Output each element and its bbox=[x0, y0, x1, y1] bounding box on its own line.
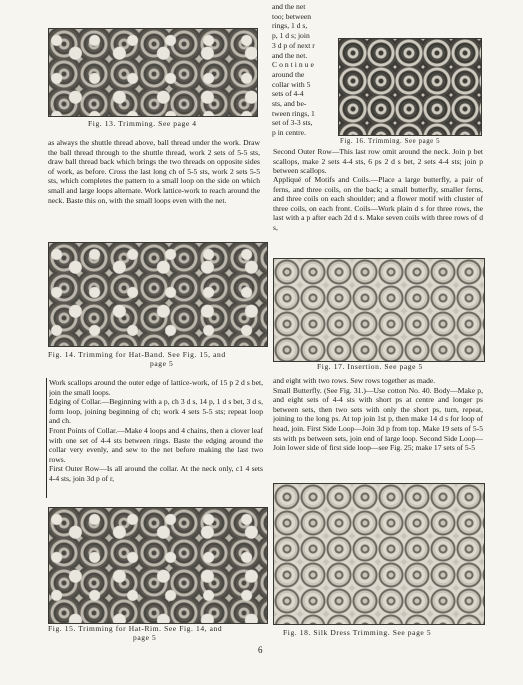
left-paragraph-b: Work scallops around the outer edge of lattice-work, of 15 p 2 d s bet, join the small loops. bbox=[49, 378, 263, 397]
right-paragraph-a: Second Outer Row—This last row omit around the neck. Join p bet scallops, make 2 sets 4-4 sts, 6 ps 2 d s bet, 2 sets 4-4 sts; join p between scallops. bbox=[273, 147, 483, 176]
narrow-line: and the net bbox=[272, 2, 306, 11]
figure-13-image bbox=[48, 28, 258, 117]
figure-18-caption: Fig. 18. Silk Dress Trimming. See page 5 bbox=[283, 628, 432, 637]
left-paragraph-c: Edging of Collar.—Beginning with a p, ch 3 d s, 14 p, 1 d s bet, 3 d s, form loop, joining beginning of ch; work 4 sets 5-5 sts; repeat loop and ch. bbox=[49, 397, 263, 426]
page-number: 6 bbox=[258, 645, 263, 655]
figure-15-caption-line1: Fig. 15. Trimming for Hat-Rim. See Fig. 14, and bbox=[48, 624, 223, 633]
narrow-line: sts, and be- bbox=[272, 99, 307, 109]
figure-17-caption: Fig. 17. Insertion. See page 5 bbox=[317, 362, 423, 371]
narrow-line: and the net. bbox=[272, 50, 308, 60]
column-rule bbox=[46, 378, 47, 498]
figure-16-caption: Fig. 16. Trimming. See page 5 bbox=[340, 138, 441, 145]
figure-15-image bbox=[48, 507, 268, 624]
narrow-line: p in centre. bbox=[272, 128, 306, 138]
narrow-line: rings, 1 d s, bbox=[272, 21, 308, 31]
left-text-block bbox=[49, 378, 263, 500]
figure-13-caption: Fig. 13. Trimming. See page 4 bbox=[88, 119, 197, 128]
narrow-line: sets of 4-4 bbox=[272, 89, 304, 99]
narrow-line: too; between bbox=[272, 11, 312, 21]
left-paragraph-a: as always the shuttle thread above, ball thread under the work. Draw the ball thread through to the shuttle thread, work 2 sets of 5-5 sts, draw ball thread back which brings the two threads on opposite sides of work, as before. Cross the last long ch of 5-5 sts, work 2 sets 5-5 sts, which completes the pattern to a small loop on the side on which small and large loops alternate. Work lattice-work to reach around the neck. Baste this on, with the small loops even with the net. bbox=[48, 138, 260, 205]
narrow-column-text bbox=[272, 2, 332, 138]
figure-17-image bbox=[273, 258, 485, 362]
figure-14-image bbox=[48, 242, 268, 347]
figure-14-caption-line2: page 5 bbox=[150, 359, 174, 368]
figure-16-image bbox=[338, 38, 482, 136]
narrow-line: tween rings, 1 bbox=[272, 108, 315, 118]
left-paragraph-d: Front Points of Collar.—Make 4 loops and 4 chains, then a clover leaf with one set of 4-4 sts between rings. Baste the edging around the collar very evenly, and sew to the net before making the last two rows. bbox=[49, 425, 263, 464]
figure-18-image bbox=[273, 483, 485, 625]
figure-14-caption-line1: Fig. 14. Trimming for Hat-Band. See Fig. 15, and bbox=[48, 350, 226, 359]
right-text-block bbox=[273, 376, 483, 480]
left-paragraph-e: First Outer Row—Is all around the collar. At the neck only, c1 4 sets 4-4 sts, join 3d p of r, bbox=[49, 464, 263, 483]
right-paragraph-b: Appliqué of Motifs and Coils.—Place a large butterfly, a pair of ferns, and three coils, on the back; a small butterfly, smaller ferns, and three coils on each shoulder; and a flower motif with cluster of three coils, on each front. Coils—Work plain d s for three rows, the last with a p after each 2d d s. Make seven coils with three rows of d s, bbox=[273, 175, 483, 232]
narrow-line: collar with 5 bbox=[272, 79, 311, 89]
right-paragraph-c: and eight with two rows. Sew rows together as made. bbox=[273, 376, 436, 385]
narrow-line: 3 d p of next r bbox=[272, 40, 315, 50]
narrow-line: p, 1 d s; join bbox=[272, 31, 310, 41]
narrow-line: Continue bbox=[272, 60, 316, 70]
figure-15-caption-line2: page 5 bbox=[133, 633, 157, 642]
narrow-line: set of 3-3 sts, bbox=[272, 118, 313, 128]
right-paragraph-d: Small Butterfly. (See Fig. 31.)—Use cotton No. 40. Body—Make p, and eight sets of 4-4 sts with short ps at centre and longer ps between sets, then two sets with only the short ps, turn, repeat, joining to the long ps. At top join 1st p, then make 14 d s for loop of head, join. First Side Loop—Join 3d p from top. Make 19 sets of 5-5 sts with ps between sets, join end of large loop. Second Side Loop—Join lower side of first side loop—see Fig. 25; make 17 sets of 5-5 bbox=[273, 385, 483, 453]
narrow-line: around the bbox=[272, 69, 305, 79]
